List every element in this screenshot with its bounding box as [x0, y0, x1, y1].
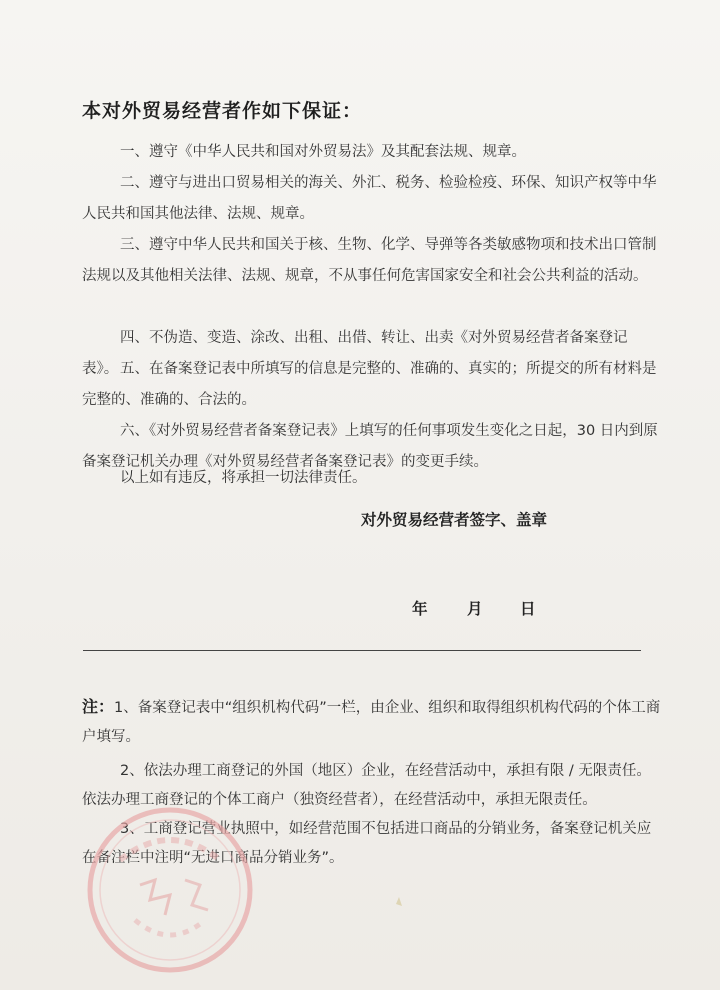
- pledge-item-5-text: 五、在备案登记表中所填写的信息是完整的、准确的、真实的；所提交的所有材料是完整的、准确的、合法的。: [82, 361, 657, 408]
- pledge-item-4-text: 四、不伪造、变造、涂改、出租、出借、转让、出卖《对外贸易经营者备案登记表》。: [82, 330, 628, 377]
- pledge-item-5: [82, 354, 662, 416]
- note-item-3-text: 3、工商登记营业执照中，如经营范围不包括进口商品的分销业务，备案登记机关应在备注栏中注明“无进口商品分销业务”。: [82, 821, 652, 866]
- liability-statement-text: 以上如有违反，将承担一切法律责任。: [120, 470, 367, 486]
- pledge-heading: 本对外贸易经营者作如下保证：: [82, 100, 363, 122]
- pledge-item-3: [82, 230, 662, 292]
- pledge-item-6-text: 六、《对外贸易经营者备案登记表》上填写的任何事项发生变化之日起，30 日内到原备案登记机关办理《对外贸易经营者备案登记表》的变更手续。: [82, 423, 658, 470]
- date-month-label: 月: [467, 600, 483, 618]
- note-label: 注：: [82, 697, 115, 716]
- pledge-item-3-text: 三、遵守中华人民共和国关于核、生物、化学、导弹等各类敏感物项和技术出口管制法规以及其他相关法律、法规、规章，不从事任何危害国家安全和社会公共利益的活动。: [82, 237, 657, 284]
- pledge-item-1: [82, 137, 662, 168]
- divider-line: [83, 650, 641, 651]
- pledge-item-1-text: 一、遵守《中华人民共和国对外贸易法》及其配套法规、规章。: [120, 144, 526, 160]
- pledge-item-2-text: 二、遵守与进出口贸易相关的海关、外汇、税务、检验检疫、环保、知识产权等中华人民共和国其他法律、法规、规章。: [82, 175, 657, 222]
- date-day-label: 日: [520, 600, 536, 618]
- date-year-label: 年: [412, 600, 428, 618]
- signature-label: 对外贸易经营者签字、盖章: [361, 511, 548, 529]
- red-seal-stamp: [80, 800, 260, 980]
- note-item-2-text: 2、依法办理工商登记的外国（地区）企业，在经营活动中，承担有限 / 无限责任。依法办理工商登记的个体工商户（独资经营者），在经营活动中，承担无限责任。: [82, 763, 651, 808]
- note-item-1: [82, 692, 662, 752]
- liability-statement: [82, 463, 662, 494]
- pledge-item-2: [82, 168, 662, 230]
- note-item-1-text: 1、备案登记表中“组织机构代码”一栏，由企业、组织和取得组织机构代码的个体工商户填写。: [82, 700, 661, 745]
- paper-speck: [394, 896, 404, 908]
